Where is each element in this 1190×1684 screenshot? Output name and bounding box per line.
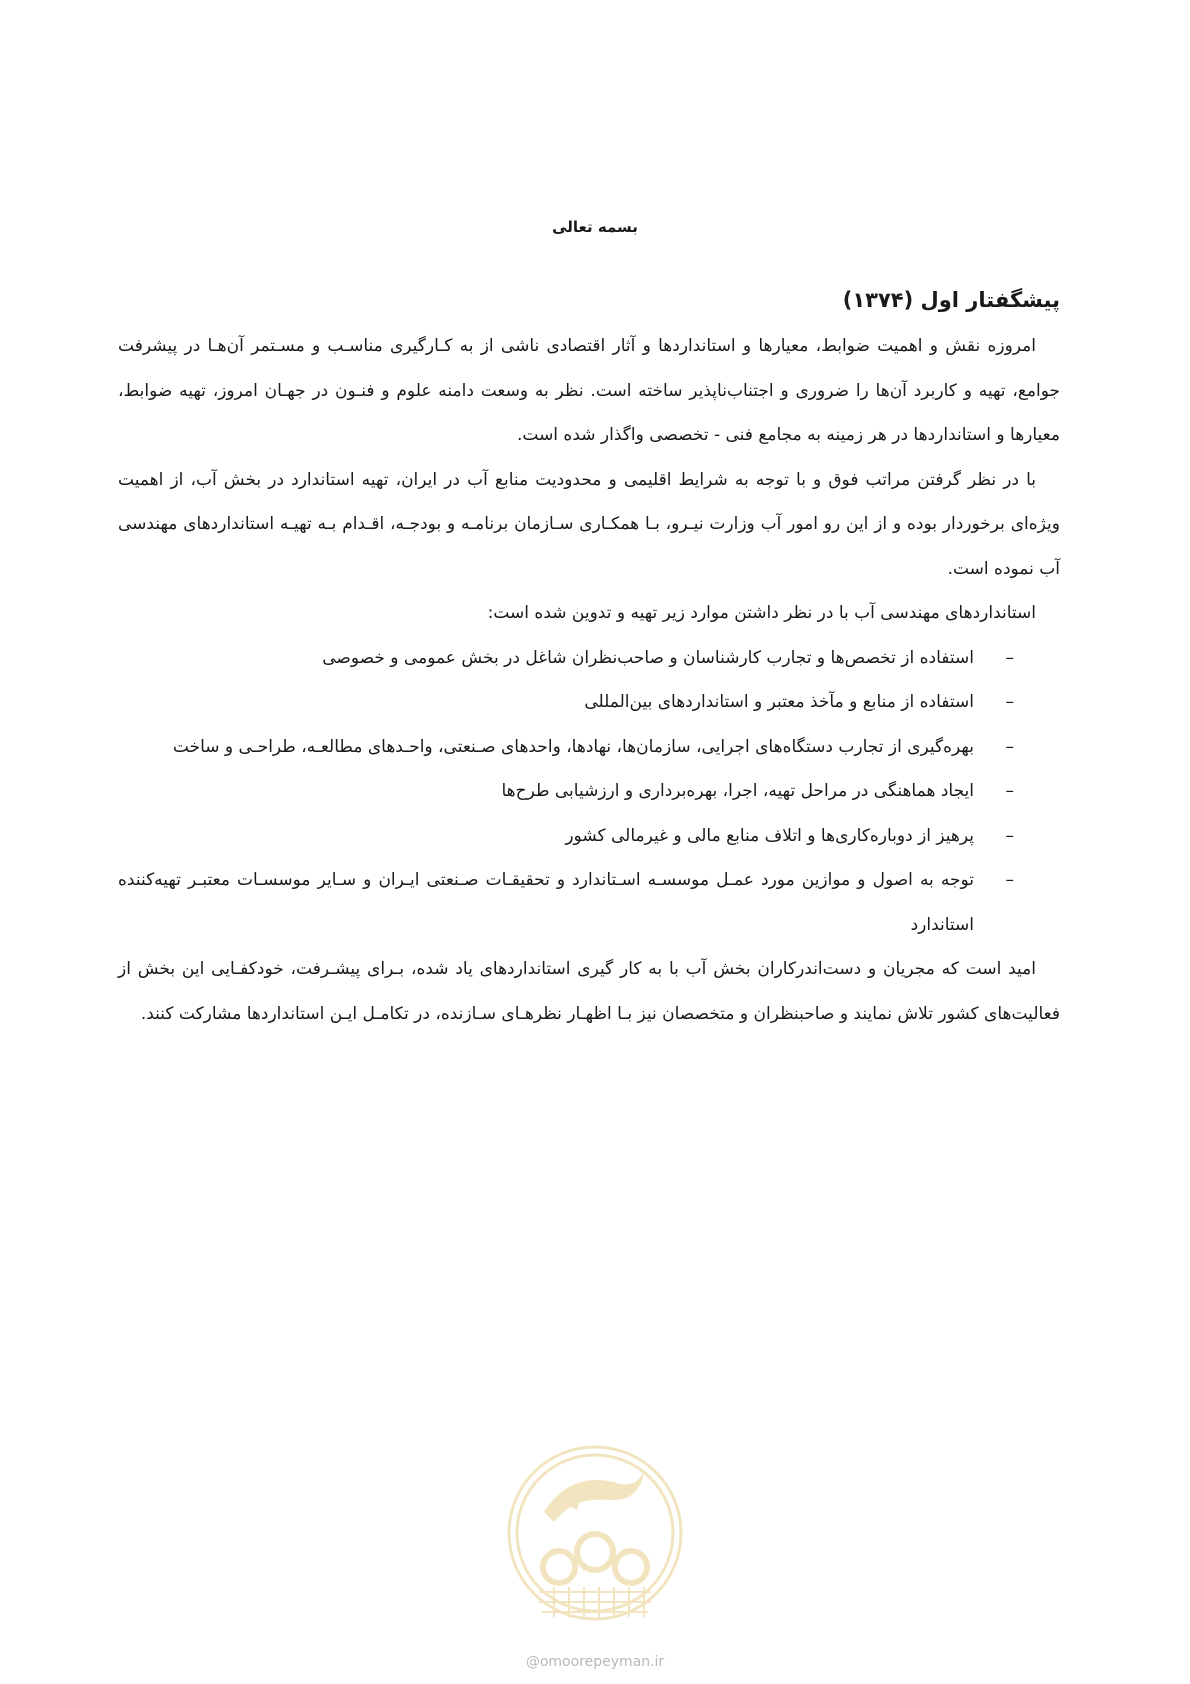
watermark-url-text: omoorepeyman.ir <box>539 1654 665 1670</box>
document-body <box>118 282 1060 1036</box>
list-dash: – <box>1005 870 1014 890</box>
list-dash: – <box>1005 692 1014 712</box>
list-item <box>118 858 1060 947</box>
preface-heading: پیشگفتار اول (۱۳۷۴) <box>842 288 1060 312</box>
list-dash: – <box>1005 736 1014 757</box>
list-dash: – <box>1005 825 1014 846</box>
bismillah-header: بسمه تعالی <box>552 218 638 236</box>
paragraph-1: امروزه نقش و اهمیت ضوابط، معیارها و استانداردها و آثار اقتصادی ناشی از به کـارگیری مناسـب و مسـتمر آن‌هـا در پیشرفت جوامع، تهیه و کاربرد آن‌ها را ضروری و اجتناب‌ناپذیر ساخته است. نظر به وسعت دامنه علوم و فنـون در جهـان امروز، تهیه ضوابط، معیارها و استانداردها در هر زمینه به مجامع فنی - تخصصی واگذار شده است. <box>118 336 1060 445</box>
at-icon: @ <box>525 1654 540 1670</box>
list-item <box>118 769 1060 814</box>
list-item <box>118 636 1060 681</box>
list-item-text: استفاده از منابع و مآخذ معتبر و استانداردهای بین‌المللی <box>584 692 974 712</box>
criteria-list <box>118 636 1060 948</box>
list-item-text: پرهیز از دوباره‌کاری‌ها و اتلاف منابع مالی و غیرمالی کشور <box>565 825 974 846</box>
watermark-url <box>0 1654 1190 1670</box>
list-item-text: ایجاد هماهنگی در مراحل تهیه، اجرا، بهره‌برداری و ارزشیابی طرح‌ها <box>501 781 974 801</box>
list-dash: – <box>1005 647 1014 668</box>
list-item <box>118 814 1060 859</box>
list-item-text: استفاده از تخصص‌ها و تجارب کارشناسان و صاحب‌نظران شاغل در بخش عمومی و خصوصی <box>322 647 974 668</box>
list-dash: – <box>1005 781 1014 801</box>
closing-paragraph: امید است که مجریان و دست‌اندرکاران بخش آب با به کار گیری استانداردهای یاد شده، بـرای پیشـرفت، خودکفـایی این بخش از فعالیت‌های کشور تلاش نمایند و صاحبنظران و متخصصان نیز بـا اظهـار نظرهـای سـازنده، در تکامـل ایـن استانداردها مشارکت کنند. <box>118 959 1060 1024</box>
list-item-text: توجه به اصول و موازین مورد عمـل موسسـه اسـتاندارد و تحقیقـات صـنعتی ایـران و سـایر موسسـات معتبـر تهیه‌کننده استاندارد <box>118 870 974 935</box>
gear-emblem-logo-icon <box>504 1442 686 1640</box>
list-item <box>118 725 1060 770</box>
list-intro: استانداردهای مهندسی آب با در نظر داشتن موارد زیر تهیه و تدوین شده است: <box>487 603 1036 623</box>
list-item <box>118 680 1060 725</box>
paragraph-2: با در نظر گرفتن مراتب فوق و با توجه به شرایط اقلیمی و محدودیت منابع آب در ایران، تهیه استاندارد در بخش آب، از اهمیت ویژه‌ای برخوردار بوده و از این رو امور آب وزارت نیـرو، بـا همکـاری سـازمان برنامـه و بودجـه، اقـدام بـه تهیـه استانداردهای مهندسی آب نموده است. <box>118 469 1060 579</box>
list-item-text: بهره‌گیری از تجارب دستگاه‌های اجرایی، سازمان‌ها، نهادها، واحدهای صـنعتی، واحـدهای مطالعـه، طراحـی و ساخت <box>172 736 974 757</box>
